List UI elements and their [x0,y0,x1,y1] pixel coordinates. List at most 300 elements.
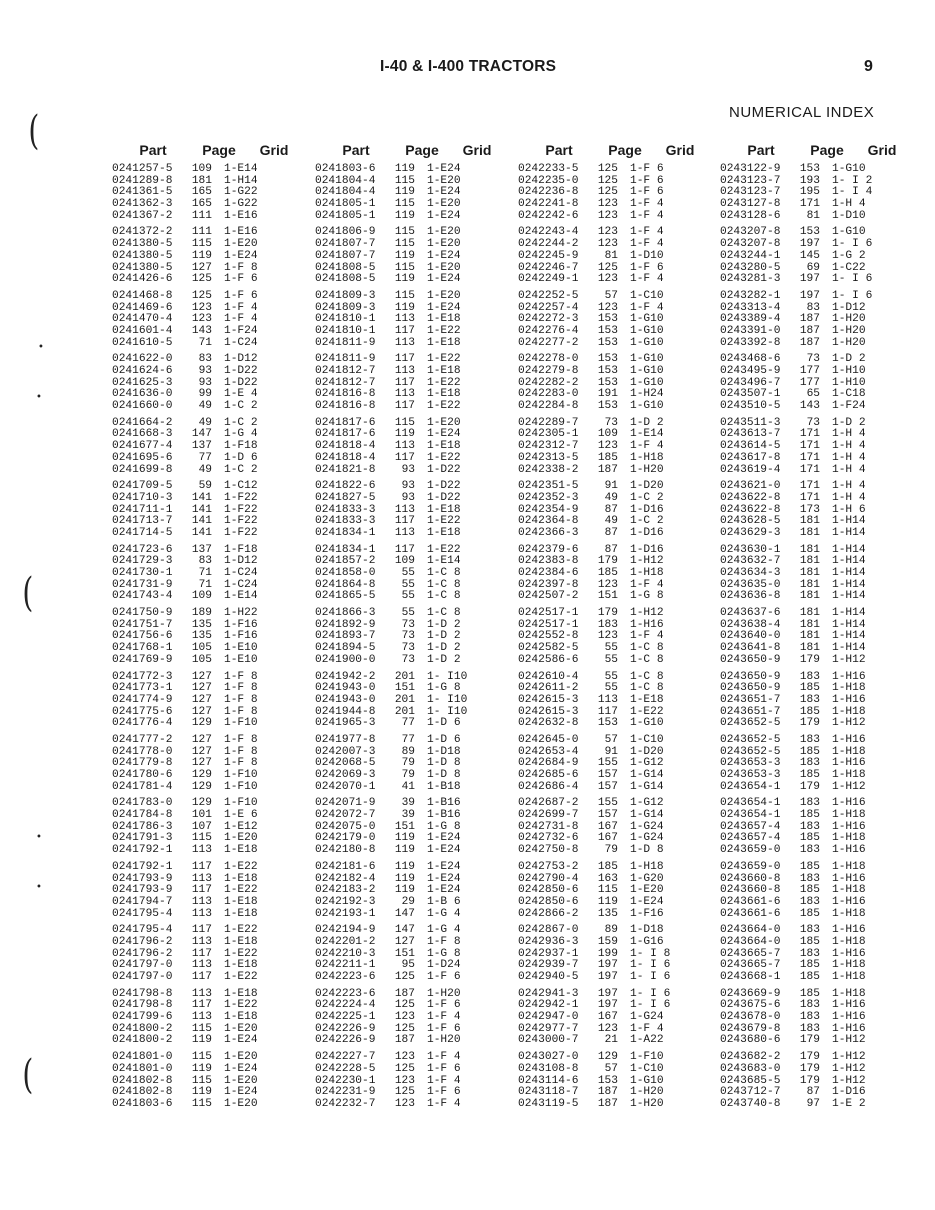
part-number: 0241795-4 [112,924,173,937]
part-number: 0241803-6 [315,163,376,175]
page-ref: 55 [401,590,415,603]
page-ref: 123 [394,1051,415,1064]
grid-ref: 1-F 8 [224,745,258,758]
grid-ref: 1-E20 [224,238,258,251]
index-row [720,782,925,794]
page-ref: 57 [604,289,618,302]
part-number: 0241624-6 [112,365,173,377]
part-number: 0241797-0 [112,959,173,972]
page-ref: 153 [597,400,618,413]
part-number: 0242284-8 [518,400,579,413]
index-row [518,591,723,603]
grid-ref: 1-F 6 [630,186,664,199]
page-ref: 123 [597,630,618,643]
page-ref: 113 [191,872,212,885]
grid-ref: 1-E24 [427,301,461,314]
index-row [112,608,317,620]
grid-ref: 1-C24 [224,336,258,349]
part-number: 0242354-9 [518,503,579,516]
part-number: 0242194-9 [315,924,376,937]
page-ref: 119 [394,832,415,845]
part-number: 0241699-8 [112,463,173,476]
index-row [112,1012,317,1024]
page-ref: 183 [799,1011,820,1024]
page-ref: 125 [394,971,415,983]
part-number: 0242384-6 [518,567,579,579]
part-number: 0241772-3 [112,670,173,683]
index-row [518,845,723,857]
grid-ref: 1-F 4 [427,1097,461,1110]
grid-ref: 1-D 2 [427,653,461,666]
page-ref: 125 [191,289,212,302]
part-number: 0241794-7 [112,895,173,908]
index-row [720,608,925,620]
grid-ref: 1-H14 [832,543,866,556]
page-ref: 183 [799,1022,820,1035]
grid-ref: 1-D22 [224,365,258,377]
grid-ref: 1-D12 [224,555,258,568]
grid-ref: 1-F 6 [630,261,664,274]
grid-ref: 1-E24 [427,273,461,286]
grid-ref: 1-H16 [832,844,866,857]
part-number: 0241900-0 [315,653,376,666]
page-ref: 183 [799,820,820,833]
page-ref: 197 [799,238,820,251]
index-row [315,366,520,378]
part-number: 0242225-1 [315,1011,376,1024]
grid-ref: 1-E22 [224,999,258,1012]
grid-ref: 1-F10 [224,780,258,793]
page-ref: 111 [191,209,212,222]
page-ref: 199 [597,947,618,960]
index-row [315,735,520,747]
page-ref: 117 [394,543,415,556]
grid-ref: 1-F22 [224,526,258,539]
page-ref: 39 [401,797,415,810]
entry-group [315,1052,520,1110]
page-ref: 55 [604,653,618,666]
entry-group [518,164,723,222]
part-number: 0243244-1 [720,249,781,262]
page-ref: 73 [401,630,415,643]
page-ref: 55 [401,607,415,620]
grid-ref: 1-G 4 [427,924,461,937]
page-ref: 185 [799,705,820,718]
grid-ref: 1-D16 [832,1086,866,1099]
grid-ref: 1-C 8 [427,590,461,603]
part-number: 0241805-1 [315,198,376,211]
index-row [112,528,317,540]
page-ref: 179 [597,607,618,620]
part-number: 0242850-6 [518,895,579,908]
part-number: 0242211-1 [315,959,376,972]
page-ref: 119 [394,872,415,885]
grid-ref: 1-E18 [224,1011,258,1024]
page-ref: 113 [394,388,415,401]
index-row [315,164,520,176]
index-row [720,164,925,176]
index-row [720,211,925,223]
header-grid: Grid [867,142,897,158]
entry-group [112,862,317,920]
grid-ref: 1-E24 [427,186,461,199]
grid-ref: 1-F 8 [224,733,258,746]
grid-ref: 1-F 6 [427,1022,461,1035]
grid-ref: 1-H12 [832,717,866,730]
page-ref: 187 [799,313,820,326]
grid-ref: 1- I 6 [832,289,873,302]
part-number: 0242183-2 [315,884,376,897]
part-number: 0241894-5 [315,642,376,655]
grid-ref: 1-E24 [427,428,461,441]
page-ref: 127 [191,693,212,706]
entry-group [112,291,317,349]
margin-bracket-icon: ( [22,1052,34,1098]
entry-group [112,925,317,983]
page-ref: 201 [394,705,415,718]
part-number: 0243652-5 [720,717,781,730]
grid-ref: 1-E18 [427,365,461,377]
index-row [315,909,520,921]
page-ref: 153 [597,717,618,730]
grid-ref: 1-H14 [832,630,866,643]
page-ref: 123 [597,440,618,453]
part-number: 0242686-4 [518,780,579,793]
index-row [315,608,520,620]
header-page: Page [608,142,642,158]
part-number: 0242282-2 [518,376,579,389]
page-ref: 127 [191,745,212,758]
page-ref: 77 [401,717,415,730]
page-ref: 125 [394,1022,415,1035]
page-ref: 129 [191,717,212,730]
grid-ref: 1-F24 [224,324,258,337]
index-row [112,909,317,921]
part-number: 0243119-5 [518,1097,579,1110]
page-ref: 137 [191,440,212,453]
page-ref: 49 [198,400,212,413]
part-number: 0242233-5 [518,163,579,175]
page-ref: 117 [394,353,415,366]
index-row [518,199,723,211]
part-number: 0241808-5 [315,261,376,274]
part-number: 0243669-9 [720,987,781,1000]
page-ref: 143 [191,324,212,337]
part-number: 0242231-9 [315,1086,376,1099]
entry-group [315,862,520,920]
grid-ref: 1-H18 [832,935,866,948]
grid-ref: 1-E20 [427,261,461,274]
index-row [518,909,723,921]
page-ref: 89 [604,924,618,937]
part-number: 0242227-7 [315,1051,376,1064]
part-number: 0241709-5 [112,480,173,493]
grid-ref: 1-H24 [630,388,664,401]
grid-ref: 1-D20 [630,745,664,758]
page-ref: 177 [799,365,820,377]
grid-ref: 1-D10 [832,209,866,222]
page-ref: 135 [597,907,618,920]
page-ref: 125 [597,186,618,199]
part-number: 0243118-7 [518,1086,579,1099]
page-title: I-40 & I-400 TRACTORS [380,58,557,75]
page-ref: 125 [191,273,212,286]
index-row [518,568,723,580]
grid-ref: 1-D 8 [630,844,664,857]
grid-ref: 1-H14 [832,642,866,655]
part-number: 0243640-0 [720,630,781,643]
index-row [518,164,723,176]
page-ref: 127 [191,733,212,746]
grid-ref: 1-H18 [832,959,866,972]
page-ref: 171 [799,463,820,476]
grid-ref: 1-E18 [224,872,258,885]
index-row [112,1064,317,1076]
page-ref: 29 [401,895,415,908]
grid-ref: 1-E24 [427,209,461,222]
page-ref: 197 [799,273,820,286]
part-number: 0242397-8 [518,578,579,591]
grid-ref: 1-G10 [630,376,664,389]
part-number: 0242249-1 [518,273,579,286]
grid-ref: 1-H 4 [832,491,866,504]
grid-ref: 1-F22 [224,503,258,516]
entry-group [720,989,925,1047]
entry-group [720,735,925,793]
part-number: 0241811-9 [315,353,376,366]
part-number: 0241802-8 [112,1074,173,1087]
page-ref: 73 [604,416,618,429]
page-ref: 183 [799,924,820,937]
grid-ref: 1-E 4 [224,388,258,401]
grid-ref: 1-D 6 [224,451,258,464]
page-ref: 181 [799,590,820,603]
grid-ref: 1-G 8 [630,590,664,603]
grid-ref: 1-H16 [832,820,866,833]
grid-ref: 1- I 6 [832,238,873,251]
part-number: 0242312-7 [518,440,579,453]
part-number: 0241808-5 [315,273,376,286]
index-row [315,211,520,223]
index-row [112,862,317,874]
grid-ref: 1-H16 [832,947,866,960]
part-number: 0242790-4 [518,872,579,885]
grid-ref: 1-G10 [630,324,664,337]
page-ref: 129 [191,780,212,793]
page-ref: 147 [394,924,415,937]
part-number: 0241810-1 [315,313,376,326]
page-ref: 179 [799,1074,820,1087]
part-number: 0241751-7 [112,618,173,631]
page-ref: 141 [191,503,212,516]
part-number: 0241380-5 [112,238,173,251]
page-ref: 113 [191,907,212,920]
page-ref: 125 [597,261,618,274]
part-number: 0241821-8 [315,463,376,476]
page-ref: 141 [191,526,212,539]
grid-ref: 1-E18 [224,907,258,920]
page-ref: 89 [401,745,415,758]
index-row [518,453,723,465]
index-row [518,465,723,477]
part-number: 0243680-6 [720,1034,781,1047]
entry-group [720,798,925,856]
grid-ref: 1-H18 [832,705,866,718]
part-number: 0243000-7 [518,1034,579,1047]
part-number: 0241806-9 [315,226,376,239]
page-ref: 153 [597,376,618,389]
grid-ref: 1-D22 [427,491,461,504]
part-number: 0243634-3 [720,567,781,579]
grid-ref: 1-F 6 [427,1086,461,1099]
page-ref: 187 [597,463,618,476]
grid-ref: 1- I10 [427,705,468,718]
page-ref: 109 [394,555,415,568]
page-ref: 181 [191,174,212,187]
grid-ref: 1-E22 [224,884,258,897]
part-number: 0242068-5 [315,757,376,770]
entry-group [315,989,520,1047]
grid-ref: 1-G 4 [427,907,461,920]
entry-group [518,989,723,1047]
part-number: 0242243-4 [518,226,579,239]
page-ref: 113 [191,895,212,908]
index-row [315,782,520,794]
grid-ref: 1-B16 [427,809,461,822]
grid-ref: 1-F 8 [224,261,258,274]
grid-ref: 1-E18 [427,440,461,453]
part-number: 0243661-6 [720,895,781,908]
part-number: 0242517-1 [518,618,579,631]
part-number: 0241780-6 [112,769,173,781]
part-number: 0243313-4 [720,301,781,314]
page-ref: 187 [597,1097,618,1110]
index-row [518,608,723,620]
grid-ref: 1-H 4 [832,198,866,211]
index-row [518,274,723,286]
page-ref: 93 [198,376,212,389]
part-number: 0242007-3 [315,745,376,758]
part-number: 0243389-4 [720,313,781,326]
page-ref: 95 [401,959,415,972]
grid-ref: 1-H20 [832,313,866,326]
grid-ref: 1-E24 [224,1086,258,1099]
part-number: 0242313-5 [518,451,579,464]
grid-ref: 1-F10 [630,1051,664,1064]
index-column [112,142,317,1111]
grid-ref: 1-H20 [832,336,866,349]
index-row [112,274,317,286]
grid-ref: 1-E22 [427,400,461,413]
index-row [315,718,520,730]
grid-ref: 1-C 8 [630,682,664,695]
part-number: 0243659-0 [720,860,781,873]
part-number: 0241289-8 [112,174,173,187]
grid-ref: 1-F 4 [427,1051,461,1064]
grid-ref: 1-E 6 [224,809,258,822]
page-ref: 73 [806,353,820,366]
page-ref: 155 [597,757,618,770]
grid-ref: 1-E18 [427,336,461,349]
part-number: 0241858-0 [315,567,376,579]
part-number: 0243027-0 [518,1051,579,1064]
page-ref: 183 [597,618,618,631]
page-ref: 183 [799,670,820,683]
header-page: Page [202,142,236,158]
index-row [315,810,520,822]
part-number: 0242940-5 [518,971,579,983]
grid-ref: 1-H 4 [832,440,866,453]
grid-ref: 1- I 4 [832,186,873,199]
page-ref: 117 [191,924,212,937]
index-row [315,695,520,707]
part-number: 0242179-0 [315,832,376,845]
page-ref: 125 [394,1086,415,1099]
entry-group [720,291,925,349]
grid-ref: 1-H14 [832,578,866,591]
grid-ref: 1-H 4 [832,451,866,464]
entry-group [112,1052,317,1110]
grid-ref: 1-E22 [427,543,461,556]
page-ref: 123 [597,301,618,314]
entry-group [518,862,723,920]
part-number: 0241944-8 [315,705,376,718]
index-row [720,1064,925,1076]
part-number: 0241769-9 [112,653,173,666]
page-ref: 179 [799,1034,820,1047]
grid-ref: 1- I 2 [832,174,873,187]
part-number: 0242687-2 [518,797,579,810]
page-ref: 123 [191,313,212,326]
grid-ref: 1-F 6 [224,273,258,286]
part-number: 0243511-3 [720,416,781,429]
part-number: 0243632-7 [720,555,781,568]
part-number: 0242252-5 [518,289,579,302]
entry-group [315,735,520,793]
part-number: 0242193-1 [315,907,376,920]
page-ref: 115 [191,1051,212,1064]
grid-ref: 1-H10 [832,365,866,377]
grid-ref: 1-F16 [630,907,664,920]
part-number: 0241797-0 [112,971,173,983]
page-ref: 115 [191,1022,212,1035]
grid-ref: 1-G10 [630,336,664,349]
part-number: 0241786-3 [112,820,173,833]
grid-ref: 1-H12 [832,1051,866,1064]
page-ref: 93 [401,463,415,476]
page-ref: 113 [191,987,212,1000]
entry-group [720,418,925,476]
page-ref: 171 [799,428,820,441]
grid-ref: 1-F 4 [630,578,664,591]
page-ref: 49 [198,416,212,429]
grid-ref: 1-G14 [630,809,664,822]
index-row [112,782,317,794]
index-row [518,1012,723,1024]
part-number: 0243679-8 [720,1022,781,1035]
part-number: 0241610-5 [112,336,173,349]
part-number: 0241362-3 [112,198,173,211]
part-number: 0243621-0 [720,480,781,493]
grid-ref: 1- I 6 [832,273,873,286]
grid-ref: 1-C22 [832,261,866,274]
page-ref: 55 [401,578,415,591]
header-part: Part [747,142,775,158]
grid-ref: 1-C10 [630,1062,664,1075]
grid-ref: 1-D 2 [832,353,866,366]
entry-group [518,418,723,476]
page-ref: 183 [799,757,820,770]
